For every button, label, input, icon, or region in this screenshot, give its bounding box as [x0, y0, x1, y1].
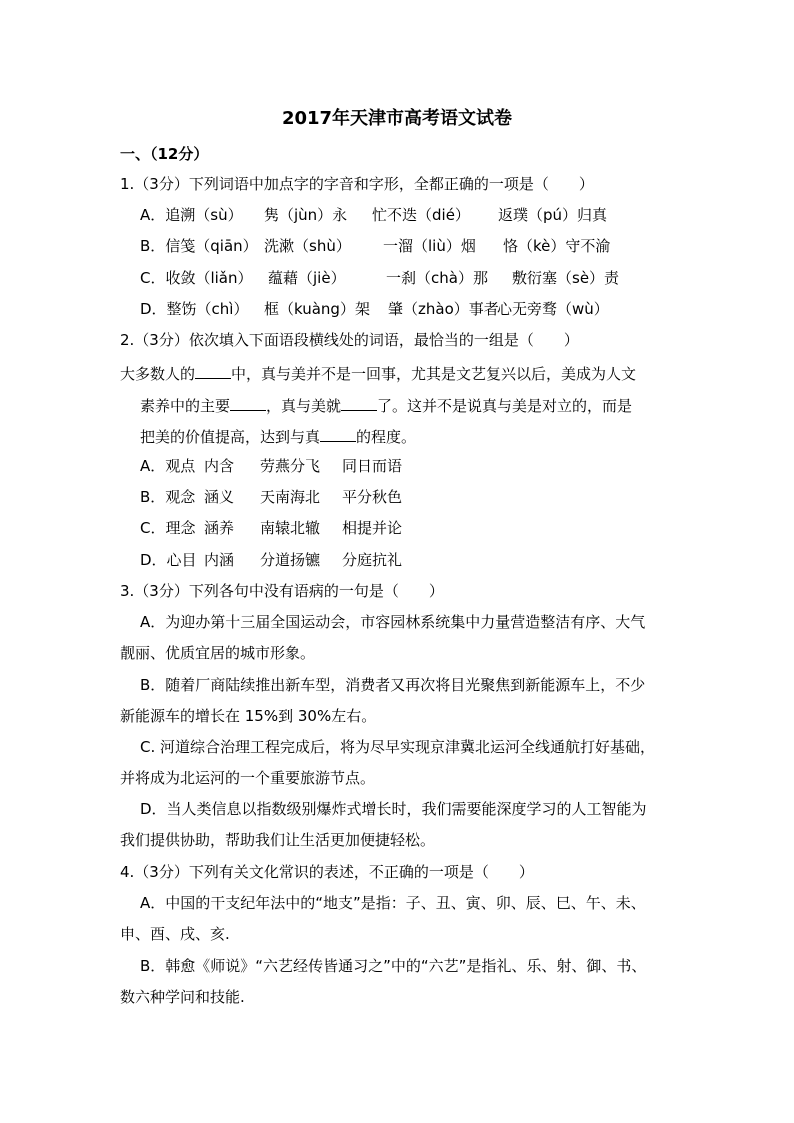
q1-d-item: 框（kuàng）架: [264, 300, 370, 318]
question-3-stem: 3.（3分）下列各句中没有语病的一句是（ ）: [120, 582, 444, 600]
q1-b-item: 恪（kè）守不渝: [503, 237, 611, 255]
passage-text: 大多数人的: [120, 365, 196, 383]
q2-b-item: B．观念: [140, 488, 196, 506]
q4-option-a-cont: 申、酉、戌、亥.: [120, 925, 230, 943]
q2-b-item: 天南海北: [260, 488, 321, 506]
passage-text: 把美的价值提高，达到与真: [140, 428, 321, 446]
passage-text: 中，真与美并不是一回事，尤其是文艺复兴以后，美成为人文: [231, 365, 637, 383]
q1-b-item: 一溜（liù）烟: [383, 237, 476, 255]
q1-d-item: 心无旁骛（wù）: [497, 300, 609, 318]
q3-option-c[interactable]: C. 河道综合治理工程完成后，将为尽早实现京津冀北运河全线通航打好基础，: [140, 738, 656, 756]
q2-d-item: D．心目: [140, 551, 197, 569]
q2-option-d[interactable]: [140, 550, 402, 570]
q3-option-a[interactable]: A．为迎办第十三届全国运动会，市容园林系统集中力量营造整洁有序、大气: [140, 613, 646, 631]
question-1-stem: 1.（3分）下列词语中加点字的字音和字形，全都正确的一项是（ ）: [120, 175, 594, 193]
question-4-stem: 4.（3分）下列有关文化常识的表述，不正确的一项是（ ）: [120, 863, 534, 881]
q1-option-b[interactable]: [140, 236, 610, 256]
q2-b-item: 平分秋色: [342, 488, 403, 506]
q4-option-a[interactable]: A．中国的干支纪年法中的“地支”是指：子、丑、寅、卯、辰、巳、午、未、: [140, 894, 646, 912]
fill-blank-2[interactable]: [230, 394, 266, 411]
q1-b-item: 洗漱（shù）: [264, 237, 351, 255]
passage-text: ，真与美就: [266, 397, 342, 415]
q1-option-d[interactable]: [140, 299, 609, 319]
q2-d-item: 分庭抗礼: [342, 551, 403, 569]
q1-a-item: 隽（jùn）永: [264, 206, 348, 224]
passage-text: 素养中的主要: [140, 397, 231, 415]
q1-d-item: D．整饬（chì）: [140, 300, 249, 318]
q1-option-c[interactable]: [140, 268, 619, 288]
q2-c-item: 相提并论: [342, 519, 403, 537]
q1-d-item: 肇（zhào）事者: [388, 300, 499, 318]
q2-d-item: 内涵: [204, 551, 235, 569]
q2-b-item: 涵义: [204, 488, 235, 506]
q3-option-b[interactable]: B．随着厂商陆续推出新车型，消费者又再次将目光聚焦到新能源车上，不少: [140, 676, 646, 694]
q1-a-item: 忙不迭（dié）: [372, 206, 470, 224]
q2-passage-line-3: [140, 425, 416, 447]
q4-option-b-cont: 数六种学问和技能.: [120, 988, 245, 1006]
q2-passage-line-2: [140, 394, 632, 416]
q2-a-item: 劳燕分飞: [260, 457, 321, 475]
q3-option-d-cont: 我们提供协助，帮助我们让生活更加便捷轻松。: [120, 831, 436, 849]
q1-c-item: 一刹（chà）那: [386, 269, 488, 287]
q2-c-item: 南辕北辙: [260, 519, 321, 537]
q1-a-item: A．追溯（sù）: [140, 206, 243, 224]
q2-a-item: 内含: [204, 457, 235, 475]
q1-b-item: B．信笺（qiān）: [140, 237, 258, 255]
page-title: 2017年天津市高考语文试卷: [281, 108, 513, 129]
passage-text: 的程度。: [356, 428, 417, 446]
q4-option-b[interactable]: B．韩愈《师说》“六艺经传皆通习之”中的“六艺”是指礼、乐、射、御、书、: [140, 957, 647, 975]
question-2-stem: 2.（3分）依次填入下面语段横线处的词语，最恰当的一组是（ ）: [120, 331, 579, 349]
q2-d-item: 分道扬镳: [260, 551, 321, 569]
q1-c-item: C．收敛（liǎn）: [140, 269, 253, 287]
q1-c-item: 敷衍塞（sè）责: [512, 269, 620, 287]
q1-option-a[interactable]: [140, 205, 607, 225]
q3-option-c-cont: 并将成为北运河的一个重要旅游节点。: [120, 769, 376, 787]
fill-blank-1[interactable]: [195, 362, 231, 379]
q2-a-item: 同日而语: [342, 457, 403, 475]
q2-option-b[interactable]: [140, 487, 402, 507]
passage-text: 了。这并不是说真与美是对立的，而是: [377, 397, 633, 415]
q3-option-b-cont: 新能源车的增长在 15%到 30%左右。: [120, 707, 377, 725]
q2-a-item: A．观点: [140, 457, 196, 475]
q2-option-c[interactable]: [140, 518, 402, 538]
q3-option-d[interactable]: D．当人类信息以指数级别爆炸式增长时，我们需要能深度学习的人工智能为: [140, 800, 647, 818]
q3-option-a-cont: 靓丽、优质宜居的城市形象。: [120, 644, 316, 662]
q1-c-item: 蕴藉（jiè）: [268, 269, 346, 287]
q2-passage-line-1: [120, 362, 636, 384]
fill-blank-3[interactable]: [341, 394, 377, 411]
q2-c-item: C．理念: [140, 519, 196, 537]
q2-c-item: 涵养: [204, 519, 235, 537]
q2-option-a[interactable]: [140, 456, 402, 476]
section-heading: 一、（12分）: [120, 145, 209, 163]
fill-blank-4[interactable]: [320, 425, 356, 442]
q1-a-item: 返璞（pú）归真: [498, 206, 608, 224]
